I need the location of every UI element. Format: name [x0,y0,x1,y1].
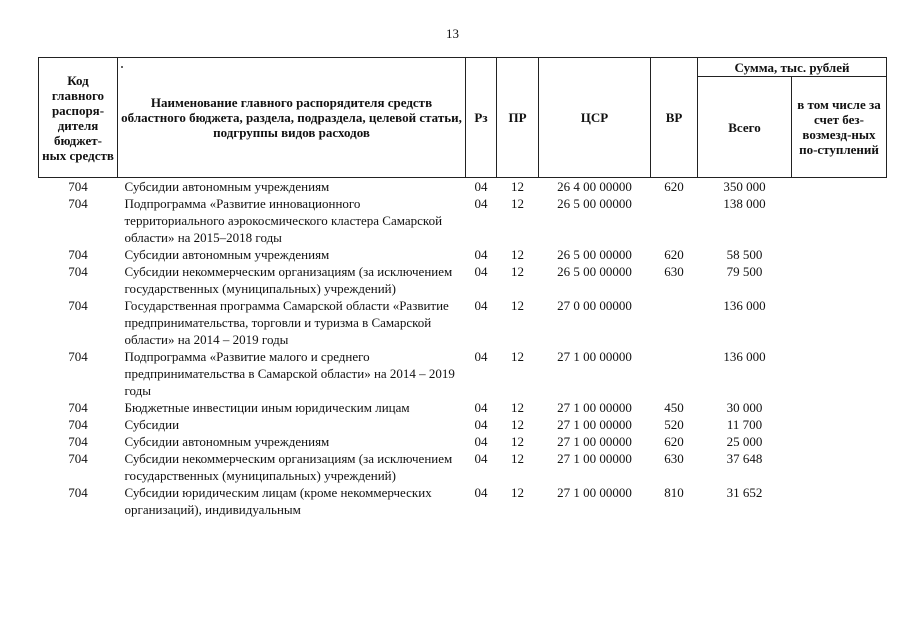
cell-pr: 12 [511,400,524,415]
cell-total: 30 000 [726,400,763,415]
table-row [39,178,887,196]
cell-vr: 520 [664,417,684,432]
cell-vr: 810 [664,485,684,500]
cell-vr: 630 [664,451,684,466]
cell-csr: 27 0 00 00000 [557,298,632,313]
header-total: Всего [698,77,792,178]
header-pr: ПР [497,58,539,178]
cell-rz: 04 [474,400,488,415]
cell-name: Субсидии автономным учреждениям [124,179,330,194]
cell-vr: 620 [664,179,684,194]
cell-pr: 12 [511,349,524,364]
cell-pr: 12 [511,179,524,194]
cell-total: 138 000 [723,196,766,211]
cell-pr: 12 [511,451,524,466]
cell-csr: 27 1 00 00000 [557,434,632,449]
cell-pr: 12 [511,196,524,211]
cell-pr: 12 [511,298,524,313]
cell-name: Субсидии [124,417,180,432]
cell-total: 350 000 [723,179,766,194]
cell-total: 136 000 [723,298,766,313]
cell-csr: 27 1 00 00000 [557,400,632,415]
table-row [39,246,887,263]
cell-name: Субсидии некоммерческим организациям (за исключением государственных (муниципальных) учреждений) [124,264,453,296]
cell-csr: 27 1 00 00000 [557,485,632,500]
table-row [39,433,887,450]
cell-rz: 04 [474,298,488,313]
cell-name: Субсидии автономным учреждениям [124,434,330,449]
cell-free [792,433,887,450]
cell-total: 136 000 [723,349,766,364]
cell-rz: 04 [474,434,488,449]
cell-rz: 04 [474,247,488,262]
cell-code: 704 [68,349,88,364]
cell-csr: 26 5 00 00000 [557,264,632,279]
cell-vr [651,348,698,399]
cell-code: 704 [68,247,88,262]
cell-rz: 04 [474,451,488,466]
header-csr: ЦСР [539,58,651,178]
cell-name: Субсидии юридическим лицам (кроме некоммерческих организаций), индивидуальным [124,485,432,517]
cell-pr: 12 [511,264,524,279]
cell-free [792,348,887,399]
cell-vr [651,195,698,246]
table-row [39,195,887,246]
cell-pr: 12 [511,485,524,500]
cell-rz: 04 [474,179,488,194]
header-rz: Рз [466,58,497,178]
budget-table [38,57,887,518]
table-row [39,263,887,297]
cell-rz: 04 [474,417,488,432]
cell-free [792,297,887,348]
cell-csr: 27 1 00 00000 [557,349,632,364]
cell-total: 58 500 [726,247,763,262]
cell-free [792,178,887,196]
cell-csr: 27 1 00 00000 [557,417,632,432]
cell-total: 31 652 [726,485,763,500]
cell-csr: 27 1 00 00000 [557,451,632,466]
table-row [39,297,887,348]
header-code: Код главного распоря-дителя бюджет-ных средств [39,58,118,178]
cell-total: 11 700 [726,417,763,432]
cell-code: 704 [68,434,88,449]
table-row [39,399,887,416]
cell-rz: 04 [474,485,488,500]
cell-pr: 12 [511,417,524,432]
cell-vr: 620 [664,434,684,449]
cell-name: Подпрограмма «Развитие малого и среднего предпринимательства в Самарской области» на 2014 – 2019 годы [124,349,455,398]
cell-name: Субсидии некоммерческим организациям (за исключением государственных (муниципальных) учреждений) [124,451,453,483]
cell-free [792,263,887,297]
table-row [39,450,887,484]
table-row [39,416,887,433]
cell-free [792,450,887,484]
cell-free [792,195,887,246]
cell-total: 79 500 [726,264,763,279]
page-number: 13 [446,26,459,41]
cell-rz: 04 [474,349,488,364]
cell-vr: 630 [664,264,684,279]
cell-code: 704 [68,417,88,432]
cell-rz: 04 [474,196,488,211]
cell-csr: 26 4 00 00000 [557,179,632,194]
header-sum-group: Сумма, тыс. рублей [698,58,887,77]
cell-free [792,416,887,433]
cell-code: 704 [68,264,88,279]
cell-code: 704 [68,179,88,194]
cell-total: 25 000 [726,434,763,449]
cell-free [792,399,887,416]
header-vr: ВР [651,58,698,178]
table-row [39,348,887,399]
cell-code: 704 [68,196,88,211]
cell-code: 704 [68,485,88,500]
header-name: Наименование главного распорядителя средств областного бюджета, раздела, подраздела, целевой статьи, подгруппы видов расходов [118,58,466,178]
cell-code: 704 [68,451,88,466]
cell-vr [651,297,698,348]
cell-code: 704 [68,400,88,415]
cell-free [792,246,887,263]
header-free: в том числе за счет без-возмезд-ных по-ступлений [792,77,887,178]
cell-vr: 620 [664,247,684,262]
cell-name: Субсидии автономным учреждениям [124,247,330,262]
cell-pr: 12 [511,247,524,262]
cell-total: 37 648 [726,451,763,466]
cell-vr: 450 [664,400,684,415]
cell-name: Бюджетные инвестиции иным юридическим лицам [124,400,410,415]
table-row [39,484,887,518]
cell-csr: 26 5 00 00000 [557,247,632,262]
cell-csr: 26 5 00 00000 [557,196,632,211]
cell-code: 704 [68,298,88,313]
cell-rz: 04 [474,264,488,279]
cell-name: Подпрограмма «Развитие инновационного территориального аэрокосмического кластера Самарской области» на 2015–2018 годы [124,196,443,245]
cell-pr: 12 [511,434,524,449]
table-body [39,178,887,519]
cell-name: Государственная программа Самарской области «Развитие предпринимательства, торговли и туризма в Самарской области» на 2014 – 2019 годы [124,298,449,347]
cell-free [792,484,887,518]
table-header [39,58,887,178]
